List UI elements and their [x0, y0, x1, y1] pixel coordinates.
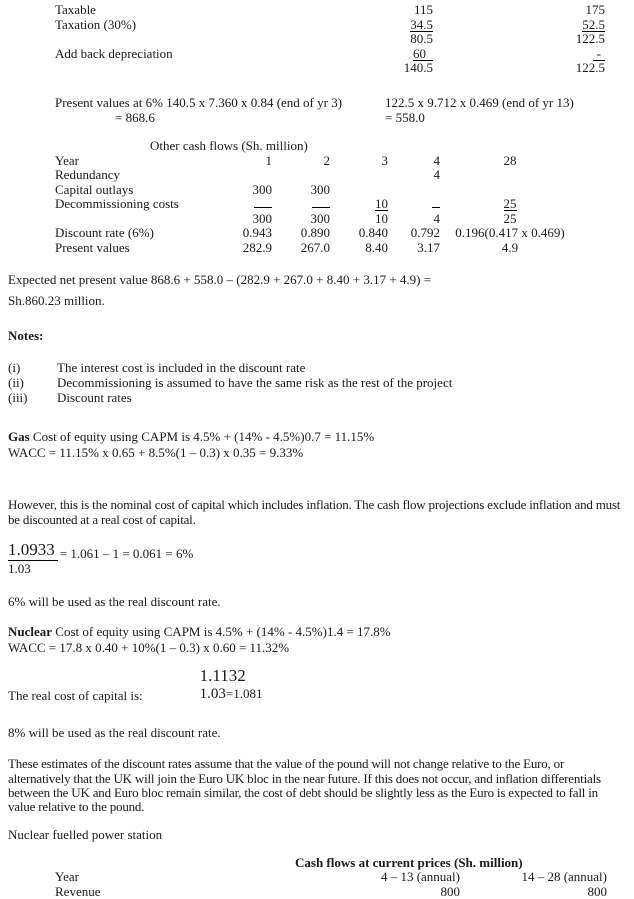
cell	[440, 183, 580, 198]
total-cell: 300	[252, 210, 272, 226]
nuclear-pv-formula: 122.5 x 9.712 x 0.469 (end of yr 13)	[385, 94, 574, 110]
nuclear-wacc-line: WACC = 17.8 x 0.40 + 10%(1 – 0.3) x 0.60 = 11.32%	[8, 639, 290, 655]
gas-wacc-line: WACC = 11.15% x 0.65 + 8.5%(1 – 0.3) x 0.35 = 9.33%	[8, 444, 304, 460]
cell	[440, 168, 580, 183]
row-label: Year	[55, 869, 79, 885]
table-row	[55, 154, 626, 169]
underlined-value: 25	[503, 196, 517, 212]
cell	[330, 168, 388, 183]
note-item	[8, 360, 626, 375]
gas-real-rate-formula	[8, 540, 626, 577]
cell: 300	[310, 181, 330, 197]
table-row	[55, 32, 626, 47]
period-1: 4 – 13 (annual)	[380, 869, 460, 885]
nuclear-pv-result: = 558.0	[385, 109, 425, 125]
table-row	[55, 885, 626, 899]
note-text: Discount rates	[57, 390, 132, 406]
underlined-value: -	[593, 47, 605, 61]
gas-value: 115	[413, 2, 433, 17]
underlined-value: 60	[413, 47, 433, 61]
cell	[440, 197, 580, 212]
cell	[215, 197, 272, 212]
cell	[330, 197, 388, 212]
fraction-numerator: 1.0933	[8, 540, 58, 561]
note-number: (iii)	[8, 390, 28, 406]
note-text: Decommissioning is assumed to have the same risk as the rest of the project	[57, 375, 453, 391]
nuclear-capm-line	[8, 624, 626, 640]
gas-value	[355, 47, 433, 62]
gas-pv-result: = 868.6	[115, 109, 155, 125]
sum-line	[312, 197, 330, 208]
nuclear-value: 175	[585, 2, 605, 17]
notes-heading: Notes:	[8, 328, 44, 344]
sum-line	[432, 197, 440, 208]
total-cell: 10	[375, 210, 388, 226]
table-row	[55, 226, 626, 241]
period-2: 14 – 28 (annual)	[521, 869, 607, 885]
total-cell: 4	[433, 210, 440, 226]
pv-formula-row	[55, 95, 626, 110]
year-4: 4	[433, 152, 440, 168]
present-value: 3.17	[417, 239, 440, 255]
year-1: 1	[265, 152, 272, 168]
row-label	[55, 61, 355, 76]
fraction	[8, 540, 58, 577]
row-label: Discount rate (6%)	[55, 225, 154, 241]
gas-conclusion: 6% will be used as the real discount rate.	[8, 594, 221, 610]
year-2: 2	[323, 152, 330, 168]
discount-factor: 0.890	[300, 225, 330, 241]
row-label: Taxable	[55, 2, 96, 17]
fraction-denominator: 1.03	[8, 561, 31, 577]
cell	[272, 168, 330, 183]
present-value: 4.9	[501, 239, 519, 255]
discount-factor: 0.943	[242, 225, 272, 241]
nuclear-value	[433, 18, 605, 33]
row-label: Taxation (30%)	[55, 16, 137, 32]
present-value: 8.40	[365, 239, 388, 255]
row-label: Decommissioning costs	[55, 196, 179, 212]
note-text: The interest cost is included in the discount rate	[57, 360, 306, 376]
nuclear-value: 122.5	[575, 31, 605, 47]
nuclear-capm-block	[8, 624, 626, 655]
table-row	[55, 47, 626, 62]
table-row	[55, 183, 626, 198]
nuclear-value	[433, 47, 605, 62]
discount-factor: 0.196(0.417 x 0.469)	[455, 225, 565, 241]
fraction-result: = 1.061 – 1 = 0.061 = 6%	[59, 545, 194, 561]
gas-capm-block	[8, 429, 626, 460]
nuclear-conclusion: 8% will be used as the real discount rate.	[8, 725, 221, 741]
fraction-result: =1.081	[225, 686, 263, 702]
present-value: 282.9	[242, 239, 272, 255]
fraction	[200, 667, 263, 703]
present-values-block	[55, 95, 626, 125]
other-cash-flows-table	[55, 154, 626, 256]
other-cash-flows-title: Other cash flows (Sh. million)	[150, 137, 308, 153]
nuclear-station-heading: Nuclear fuelled power station	[8, 827, 163, 843]
cell: 4	[433, 167, 440, 183]
underlined-value: 52.5	[582, 16, 605, 32]
row-label: Capital outlays	[55, 181, 134, 197]
table-row	[55, 3, 626, 18]
fraction-numerator: 1.1132	[199, 666, 246, 686]
real-cost-label: The real cost of capital is:	[8, 688, 143, 704]
nominal-cost-paragraph: However, this is the nominal cost of capital which includes inflation. The cash flow projections exclude inflation and must be discounted at a real cost of capital.	[8, 497, 621, 527]
notes-list	[8, 360, 626, 405]
nuclear-label: Nuclear	[8, 624, 53, 640]
present-value: 267.0	[300, 239, 330, 255]
cash-flows-table-title: Cash flows at current prices (Sh. million)	[295, 855, 523, 871]
table-row	[55, 197, 626, 212]
euro-assumption-paragraph: These estimates of the discount rates assume that the value of the pound will not change relative to the Euro, or alternatively that the UK will join the Euro UK bloc in the near future. If this does not occur, and inflation differentials between the UK and Euro bloc remain similar, the cost of debt should be slightly less as the Euro is expected to fall in value relative to the pound.	[8, 756, 601, 815]
cell	[330, 183, 388, 198]
gas-label: Gas	[8, 429, 30, 445]
cell	[215, 168, 272, 183]
tax-computation-table	[55, 3, 626, 76]
table-row	[55, 61, 626, 76]
year-3: 3	[381, 152, 388, 168]
nuclear-real-rate-formula	[8, 667, 626, 703]
row-label: Add back depreciation	[55, 45, 173, 61]
gas-pv-formula: Present values at 6% 140.5 x 7.360 x 0.84 (end of yr 3)	[55, 94, 343, 110]
row-label: Revenue	[55, 883, 101, 899]
row-label: Year	[55, 152, 79, 168]
row-label: Present values	[55, 239, 130, 255]
cell: 300	[252, 181, 272, 197]
expected-npv-paragraph: Expected net present value 868.6 + 558.0 – (282.9 + 267.0 + 8.40 + 3.17 + 4.9) = Sh.860.23 million.	[8, 272, 432, 309]
cash-flows-table	[55, 870, 626, 899]
gas-capm-line	[8, 429, 626, 445]
row-label: Redundancy	[55, 167, 120, 183]
note-item	[8, 375, 626, 390]
table-row	[55, 870, 626, 885]
nuclear-total: 122.5	[575, 60, 605, 76]
table-row	[55, 241, 626, 256]
table-row	[55, 212, 626, 227]
underlined-value: 10	[375, 196, 388, 212]
row-label	[55, 32, 355, 47]
year-28: 28	[503, 152, 517, 168]
revenue-2: 800	[587, 883, 607, 899]
cell	[388, 183, 440, 198]
underlined-value: 34.5	[410, 16, 433, 32]
nuclear-capm-text: Cost of equity using CAPM is 4.5% + (14% - 4.5%)1.4 = 17.8%	[52, 624, 391, 640]
note-number: (ii)	[8, 375, 24, 391]
gas-capm-text: Cost of equity using CAPM is 4.5% + (14% - 4.5%)0.7 = 11.15%	[29, 429, 375, 445]
fraction-bottom	[200, 685, 263, 703]
note-item	[8, 390, 626, 405]
total-cell: 300	[310, 210, 330, 226]
gas-value	[355, 18, 433, 33]
cell	[272, 197, 330, 212]
note-number: (i)	[8, 360, 21, 376]
discount-factor: 0.840	[358, 225, 388, 241]
revenue-1: 800	[440, 883, 460, 899]
pv-result-row	[55, 110, 626, 125]
gas-value: 80.5	[410, 31, 433, 47]
discount-factor: 0.792	[410, 225, 440, 241]
fraction-denominator: 1.03	[199, 686, 226, 703]
gas-total: 140.5	[403, 60, 433, 76]
row-label	[55, 212, 215, 227]
sum-line	[254, 197, 272, 208]
cell	[388, 197, 440, 212]
table-row	[55, 168, 626, 183]
total-cell: 25	[503, 210, 517, 226]
table-row	[55, 18, 626, 33]
